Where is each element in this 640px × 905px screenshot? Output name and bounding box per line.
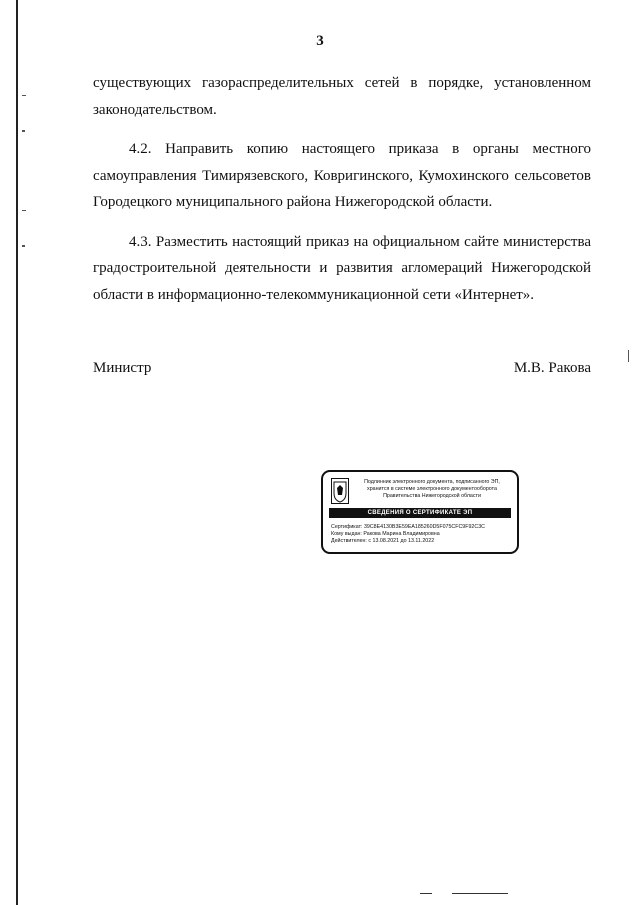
certificate-details xyxy=(331,524,485,545)
scan-speck xyxy=(22,95,26,96)
signatory-name: М.В. Ракова xyxy=(513,360,591,376)
stamp-caption-line: Правительства Нижегородской области xyxy=(383,493,481,499)
paragraph-4-2: 4.2. Направить копию настоящего приказа в органы местного самоуправления Тимирязевского, Ковригинского, Кумохинского сельсоветов Городецкого муниципального района Нижегородской области. xyxy=(93,141,591,210)
signature-block xyxy=(93,360,591,377)
certificate-label: Сертификат: xyxy=(331,524,363,530)
certificate-value: 39C8E4130B3E59EA185260D5F075CFC9F92C3C xyxy=(363,524,485,530)
issued-to-label: Кому выдан: xyxy=(331,531,362,537)
scan-bottom-line xyxy=(452,893,508,894)
validity-value: с 13.08.2021 до 13.11.2022 xyxy=(368,538,435,544)
page-number: 3 xyxy=(316,33,324,49)
scan-speck xyxy=(22,245,25,247)
coat-of-arms-icon xyxy=(331,478,349,504)
issued-to-row xyxy=(331,531,485,538)
certificate-info-bar: СВЕДЕНИЯ О СЕРТИФИКАТЕ ЭП xyxy=(329,508,511,518)
paragraph-continuation: существующих газораспределительных сетей в порядке, установленном законодательством. xyxy=(93,75,591,118)
validity-row xyxy=(331,538,485,545)
scan-bottom-line xyxy=(420,893,432,894)
issued-to-value: Ракова Марина Владимировна xyxy=(363,531,440,537)
stamp-caption-line: Подлинник электронного документа, подписанного ЭП, xyxy=(364,479,500,485)
paragraph-4-3: 4.3. Разместить настоящий приказ на официальном сайте министерства градостроительной деятельности и развития агломераций Нижегородской области в информационно-телекоммуникационной сети «Интернет». xyxy=(93,233,591,303)
scan-left-edge xyxy=(16,0,18,905)
electronic-signature-stamp xyxy=(321,470,519,554)
stamp-header xyxy=(329,477,511,507)
document-body xyxy=(93,70,591,321)
scan-speck xyxy=(628,350,629,362)
validity-label: Действителен: xyxy=(331,538,367,544)
scan-speck xyxy=(22,210,26,211)
signatory-position: Министр xyxy=(93,360,152,376)
stamp-caption xyxy=(353,479,511,500)
scan-speck xyxy=(22,130,25,132)
certificate-row xyxy=(331,524,485,531)
stamp-caption-line: хранится в системе электронного документооборота xyxy=(367,486,497,492)
